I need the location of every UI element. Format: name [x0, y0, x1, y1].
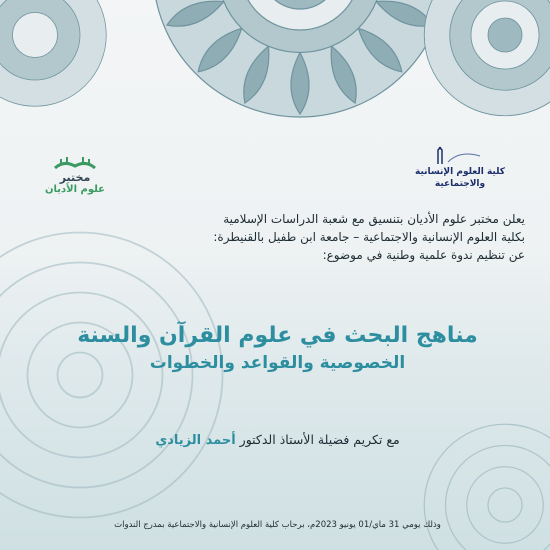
faculty-logo-line1: كلية العلوم الإنسانية والاجتماعية — [415, 167, 505, 189]
laboratory-logo — [40, 156, 110, 206]
announcement-text — [30, 210, 525, 264]
announcement-line-1: يعلن مختبر علوم الأديان بتنسيق مع شعبة الدراسات الإسلامية — [223, 212, 525, 226]
announcement-line-3: عن تنظيم ندوة علمية وطنية في موضوع: — [322, 248, 525, 262]
symposium-subtitle: الخصوصية والقواعد والخطوات — [149, 353, 406, 373]
mandala-ornament-top-left — [0, 0, 110, 110]
honoree-name: أحمد الزيادي — [155, 433, 236, 448]
laboratory-logo-line2: علوم الأديان — [44, 184, 106, 195]
faculty-logo — [400, 146, 520, 196]
symposium-title: مناهج البحث في علوم القرآن والسنة — [77, 323, 478, 348]
honoree-line — [30, 432, 525, 448]
mandala-ornament-bottom-left — [0, 225, 230, 525]
event-date-venue: وذلك يومي 31 ماي/01 يونيو 2023م، برحاب كلية العلوم الإنسانية والاجتماعية بمدرج الندوات — [114, 520, 441, 530]
open-book-icon — [53, 156, 97, 172]
announcement-line-2: بكلية العلوم الإنسانية والاجتماعية – جامعة ابن طفيل بالقنيطرة: — [213, 230, 525, 244]
mandala-ornament-top-right — [420, 0, 550, 120]
faculty-emblem-icon — [430, 146, 490, 166]
honoree-prefix: مع تكريم فضيلة الأستاذ الدكتور — [239, 432, 400, 447]
mandala-ornament-top — [150, 0, 450, 120]
laboratory-logo-line1: مختبر — [59, 171, 91, 184]
